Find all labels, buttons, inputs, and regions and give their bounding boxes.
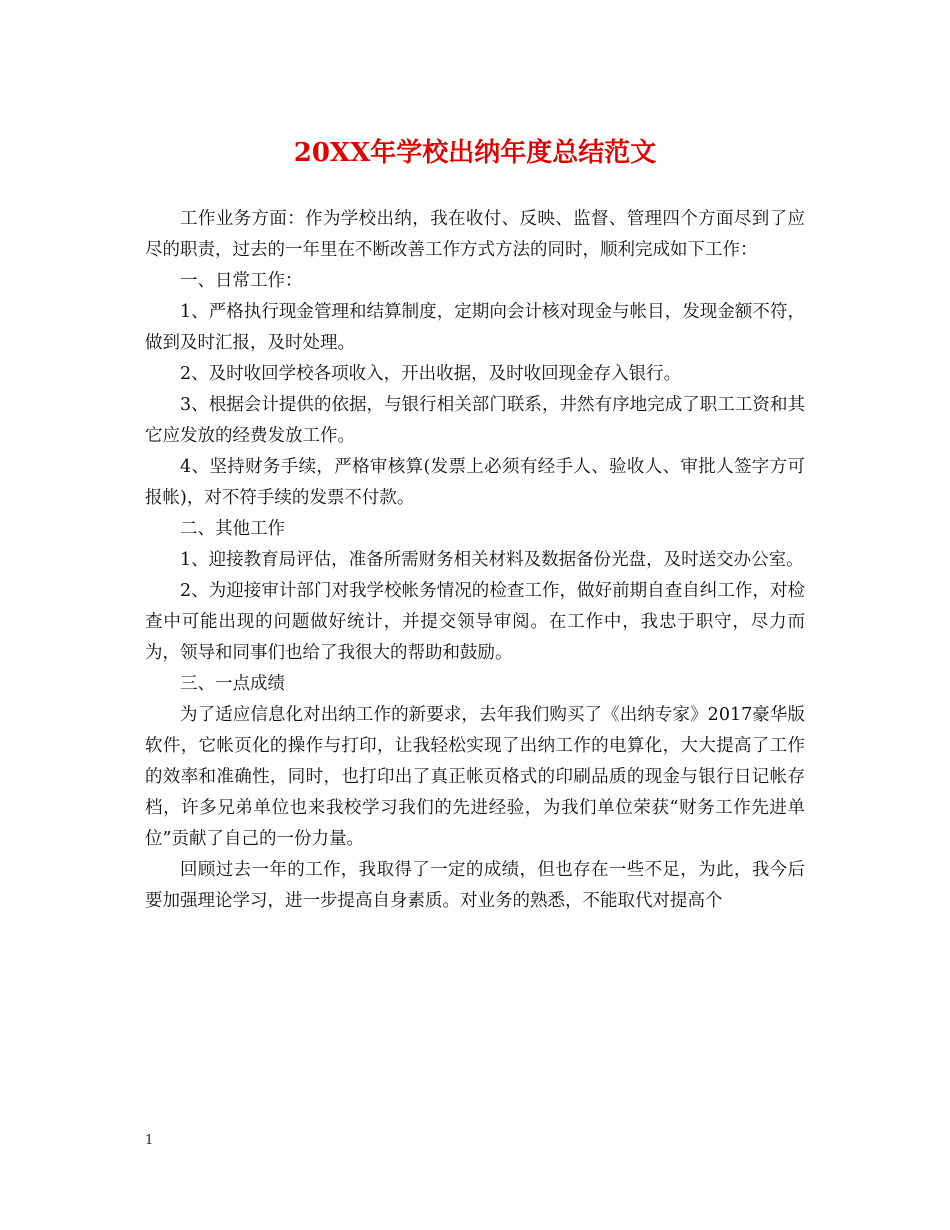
page-number: 1: [145, 1133, 154, 1148]
section-heading-other-work: 二、其他工作: [180, 519, 285, 539]
paragraph-item: 1、严格执行现金管理和结算制度，定期向会计核对现金与帐目，发现金额不符，做到及时汇报，及时处理。: [145, 302, 805, 353]
paragraph-item: 1、迎接教育局评估，准备所需财务相关材料及数据备份光盘，及时送交办公室。: [180, 550, 804, 570]
paragraph-intro: 工作业务方面：作为学校出纳，我在收付、反映、监督、管理四个方面尽到了应尽的职责，过去的一年里在不断改善工作方式方法的同时，顺利完成如下工作：: [145, 209, 805, 260]
paragraph-item: 2、为迎接审计部门对我学校帐务情况的检查工作，做好前期自查自纠工作，对检查中可能出现的问题做好统计，并提交领导审阅。在工作中，我忠于职守，尽力而为，领导和同事们也给了我很大的帮助和鼓励。: [145, 581, 805, 663]
paragraph-achievements: 为了适应信息化对出纳工作的新要求，去年我们购买了《出纳专家》2017豪华版软件，它帐页化的操作与打印，让我轻松实现了出纳工作的电算化，大大提高了工作的效率和准确性，同时，也打印出了真正帐页格式的印刷品质的现金与银行日记帐存档，许多兄弟单位也来我校学习我们的先进经验，为我们单位荣获“财务工作先进单位”贡献了自己的一份力量。: [145, 705, 805, 849]
paragraph-item: 4、坚持财务手续，严格审核算(发票上必须有经手人、验收人、审批人签字方可报帐)，对不符手续的发票不付款。: [145, 457, 805, 508]
section-heading-achievements: 三、一点成绩: [180, 674, 285, 694]
paragraph-item: 2、及时收回学校各项收入，开出收据，及时收回现金存入银行。: [180, 364, 682, 384]
document-body: [145, 204, 805, 917]
document-title: 20XX年学校出纳年度总结范文: [293, 138, 657, 168]
section-heading-daily-work: 一、日常工作：: [180, 271, 303, 291]
paragraph-review: 回顾过去一年的工作，我取得了一定的成绩，但也存在一些不足，为此，我今后要加强理论学习，进一步提高自身素质。对业务的熟悉，不能取代对提高个: [145, 860, 805, 911]
paragraph-item: 3、根据会计提供的依据，与银行相关部门联系，井然有序地完成了职工工资和其它应发放的经费发放工作。: [145, 395, 805, 446]
